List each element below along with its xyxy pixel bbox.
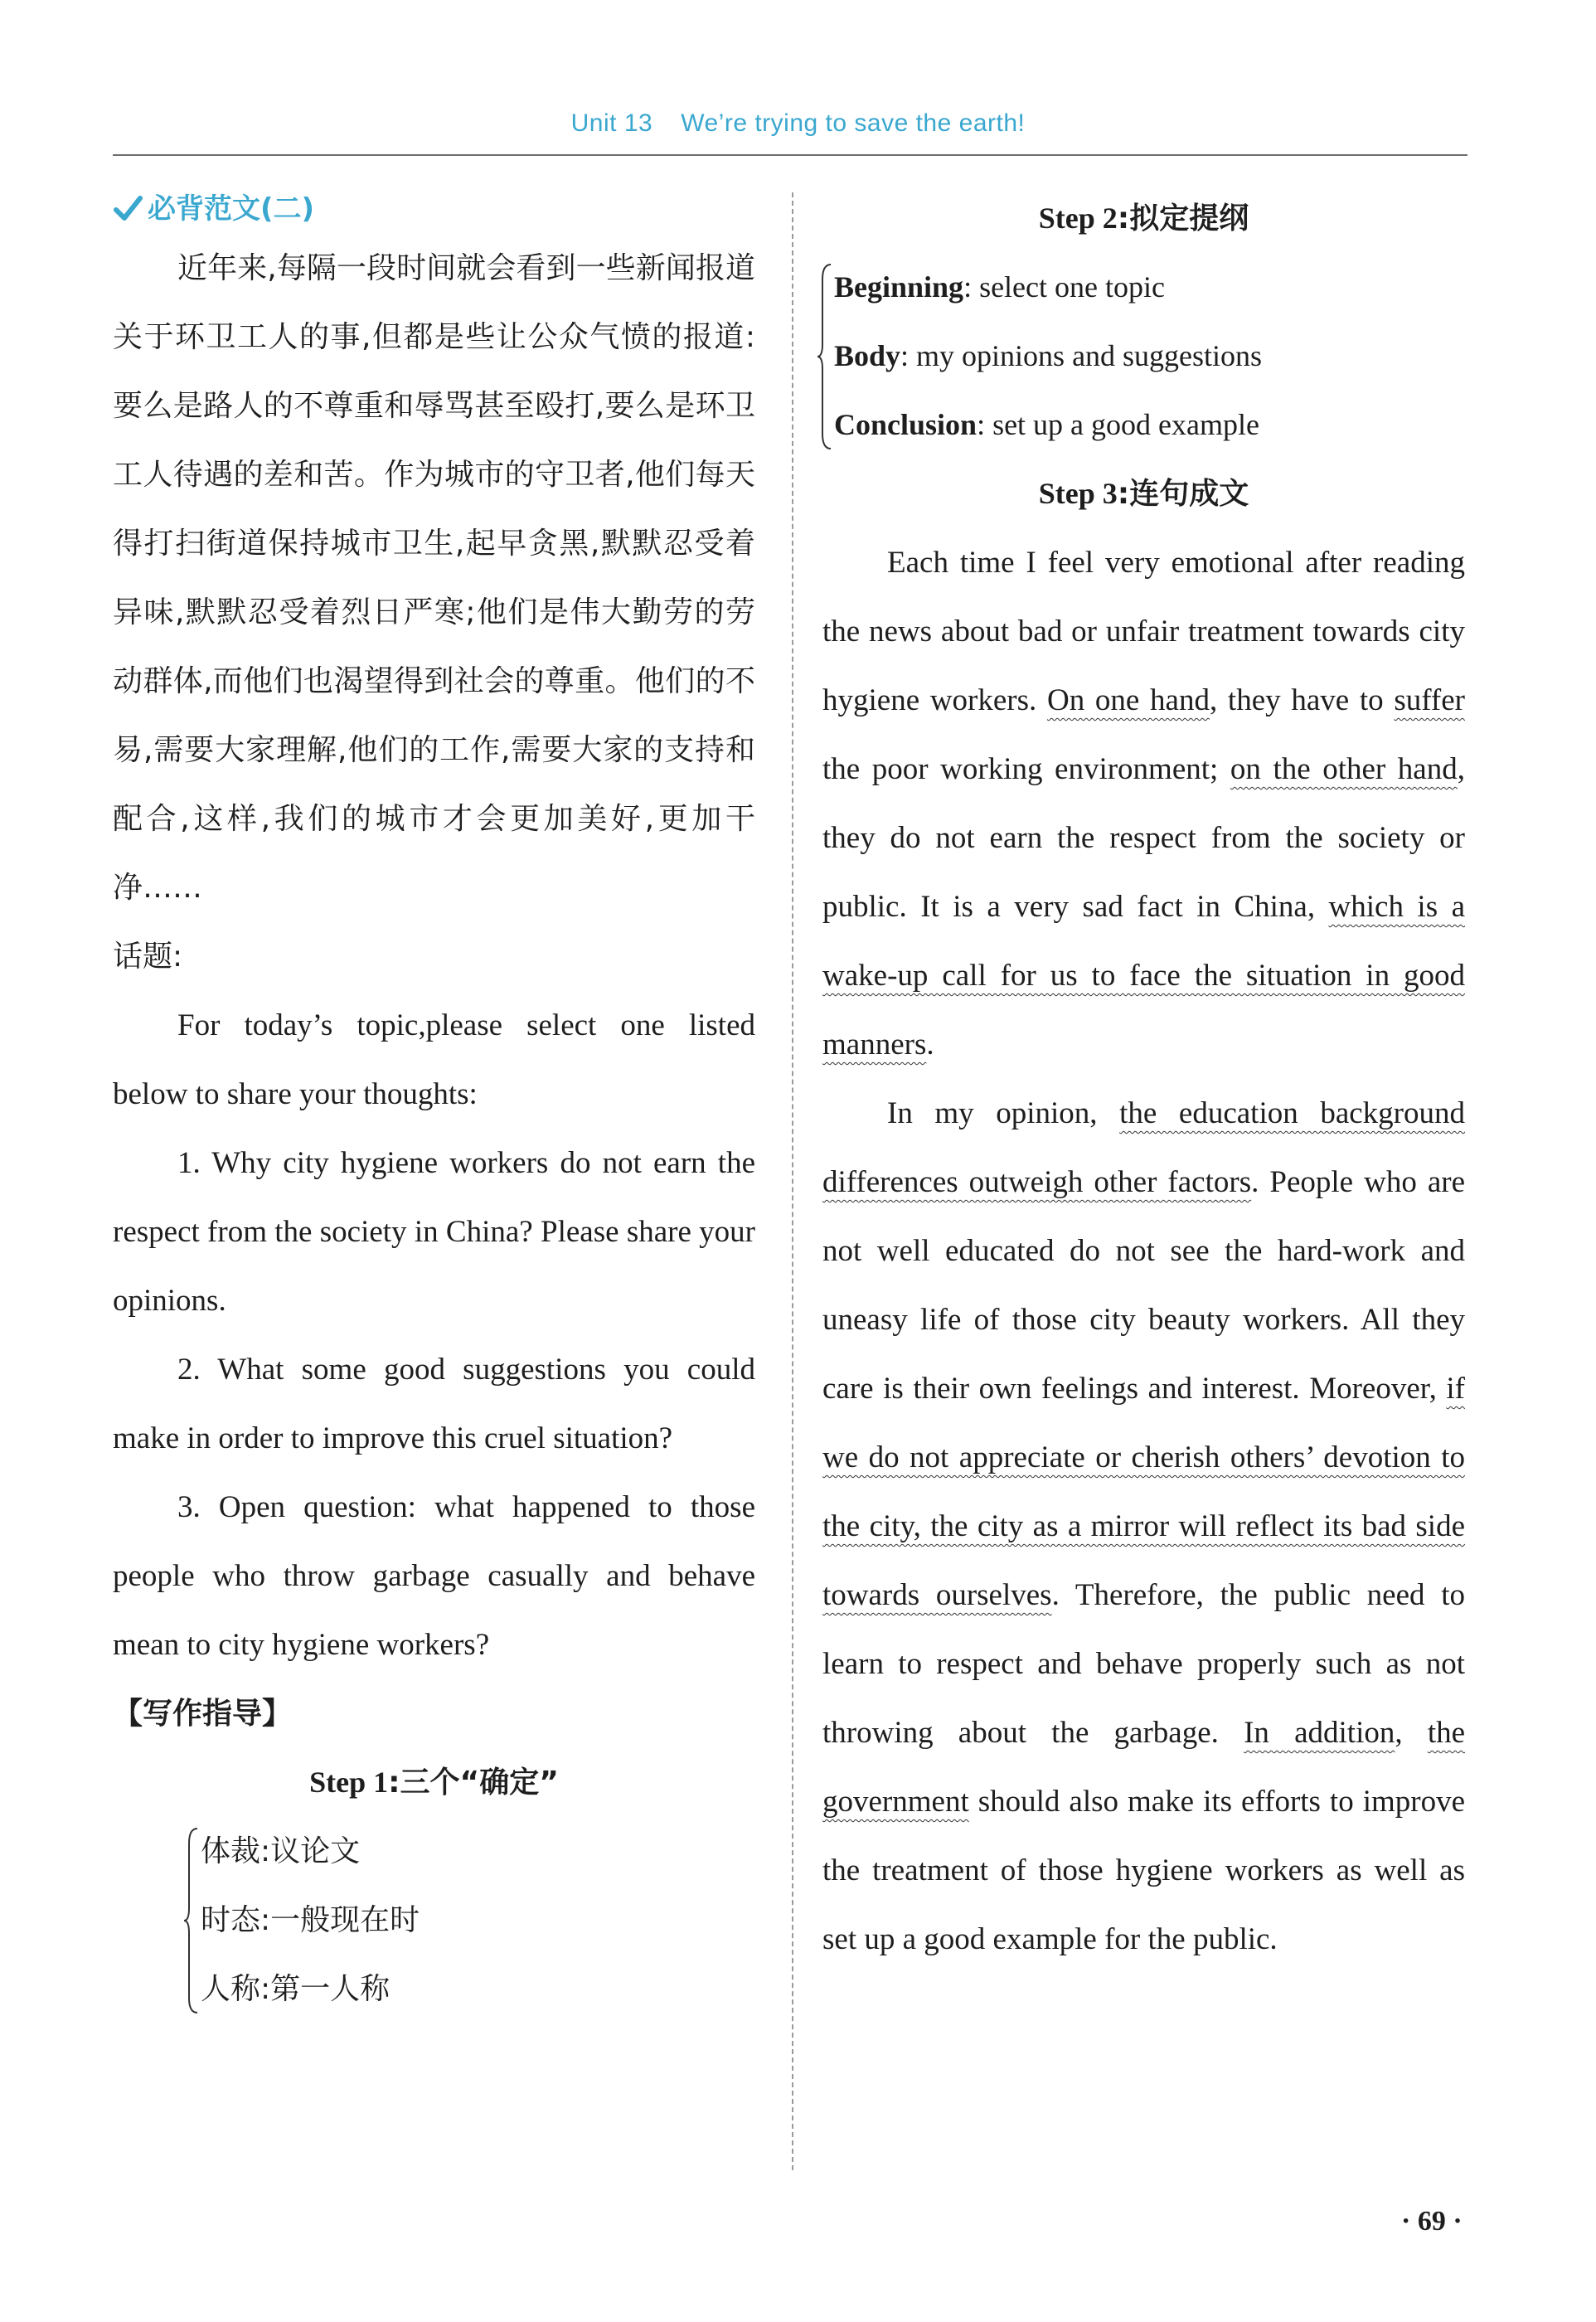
text-run: , (1395, 1716, 1428, 1750)
text-run: the poor working environment; (822, 752, 1230, 786)
highlighted-phrase: the government (822, 1716, 1466, 1819)
page-number: · 69 · (1401, 2206, 1463, 2237)
left-brace-icon (184, 1827, 201, 2014)
outline-value: : my opinions and suggestions (900, 339, 1263, 372)
text-run: In my opinion, (887, 1096, 1120, 1130)
header-rule (113, 154, 1467, 156)
step-1-title (113, 1748, 755, 1817)
highlighted-phrase: if we do not appreciate or cherish others’ devotion to the city, the city as a mirror will reflect its bad side towards ourselves (822, 1372, 1465, 1612)
outline-conclusion (834, 391, 1465, 459)
highlighted-phrase: On one hand (1046, 683, 1210, 717)
left-brace-icon (817, 263, 834, 450)
question-1: 1. Why city hygiene workers do not earn the respect from the society in China? Please share your opinions. (113, 1146, 755, 1318)
text-run: . Therefore, the public need to learn to respect and behave properly such as not throwing about the garbage. (822, 1578, 1465, 1750)
outline-value: : set up a good example (977, 408, 1259, 441)
text-run: . (926, 1027, 934, 1061)
column-divider (792, 192, 793, 2170)
section-title (113, 184, 755, 234)
step-1-item-genre: 体裁:议论文 (201, 1834, 361, 1868)
highlighted-phrase: In addition (1244, 1716, 1395, 1750)
highlighted-phrase: suffer (1394, 683, 1465, 717)
step-1-list (189, 1817, 755, 2023)
right-column (822, 184, 1465, 1974)
step-3-text: :连句成文 (1117, 477, 1249, 511)
outline-key: Conclusion (834, 408, 977, 441)
question-3: 3. Open question: what happened to those people who throw garbage casually and behave mean to city hygiene workers? (113, 1490, 755, 1662)
step-1-item-tense: 时态:一般现在时 (201, 1903, 420, 1937)
writing-guide-heading: 【写作指导】 (113, 1697, 293, 1731)
highlighted-phrase: the education background differences outweigh other factors (822, 1096, 1465, 1199)
outline-value: : select one topic (963, 270, 1165, 304)
step-2-title (822, 184, 1465, 253)
text-run: should also make its efforts to improve the treatment of those hygiene workers as well as set up a good example for the public. (822, 1785, 1465, 1956)
chinese-passage: 近年来,每隔一段时间就会看到一些新闻报道关于环卫工人的事,但都是些让公众气愤的报道:要么是路人的不尊重和辱骂甚至殴打,要么是环卫工人待遇的差和苦。作为城市的守卫者,他们每天得打扫街道保持城市卫生,起早贪黑,默默忍受着异味,默默忍受着烈日严寒;他们是伟大勤劳的劳动群体,而他们也渴望得到社会的尊重。他们的不易,需要大家理解,他们的工作,需要大家的支持和配合,这样,我们的城市才会更加美好,更加干净…… (113, 251, 755, 905)
question-2: 2. What some good suggestions you could make in order to improve this cruel situation? (113, 1353, 755, 1455)
text-run: , they have to (1209, 683, 1395, 717)
running-header (0, 109, 1596, 138)
outline-list (822, 253, 1465, 459)
step-3-label: Step 3 (1038, 477, 1118, 510)
unit-label: Unit 13 (570, 109, 653, 137)
left-column (113, 184, 755, 2023)
topic-label: 话题: (113, 940, 183, 974)
outline-body (834, 322, 1465, 391)
step-3-title (822, 459, 1465, 528)
outline-beginning (834, 253, 1465, 322)
unit-title: We’re trying to save the earth! (681, 109, 1026, 137)
checkmark-icon (113, 194, 143, 224)
step-2-text: :拟定提纲 (1117, 202, 1249, 236)
text-run: , they do not earn the respect from the society or public. It is a very sad fact in China, (822, 752, 1465, 924)
topic-intro: For today’s topic,please select one listed below to share your thoughts: (113, 1008, 755, 1111)
step-1-label: Step 1 (309, 1766, 389, 1799)
essay-paragraph-1 (822, 528, 1465, 1079)
step-2-label: Step 2 (1038, 202, 1118, 235)
text-run: . People who are not well educated do not see the hard-work and uneasy life of those city beauty workers. All they care is their own feelings and interest. Moreover, (822, 1165, 1465, 1406)
highlighted-phrase: which is a wake-up call for us to face the situation in good manners (822, 890, 1465, 1061)
outline-key: Beginning (834, 270, 964, 304)
step-1-item-person: 人称:第一人称 (201, 1972, 391, 2006)
section-title-text: 必背范文(二) (148, 192, 315, 226)
text-run: Each time I feel very emotional after reading the news about bad or unfair treatment towards city hygiene workers. (822, 546, 1465, 717)
step-1-text: :三个“确定” (388, 1766, 559, 1800)
highlighted-phrase: on the other hand (1230, 752, 1458, 786)
outline-key: Body (834, 339, 901, 372)
essay-paragraph-2 (822, 1079, 1465, 1974)
